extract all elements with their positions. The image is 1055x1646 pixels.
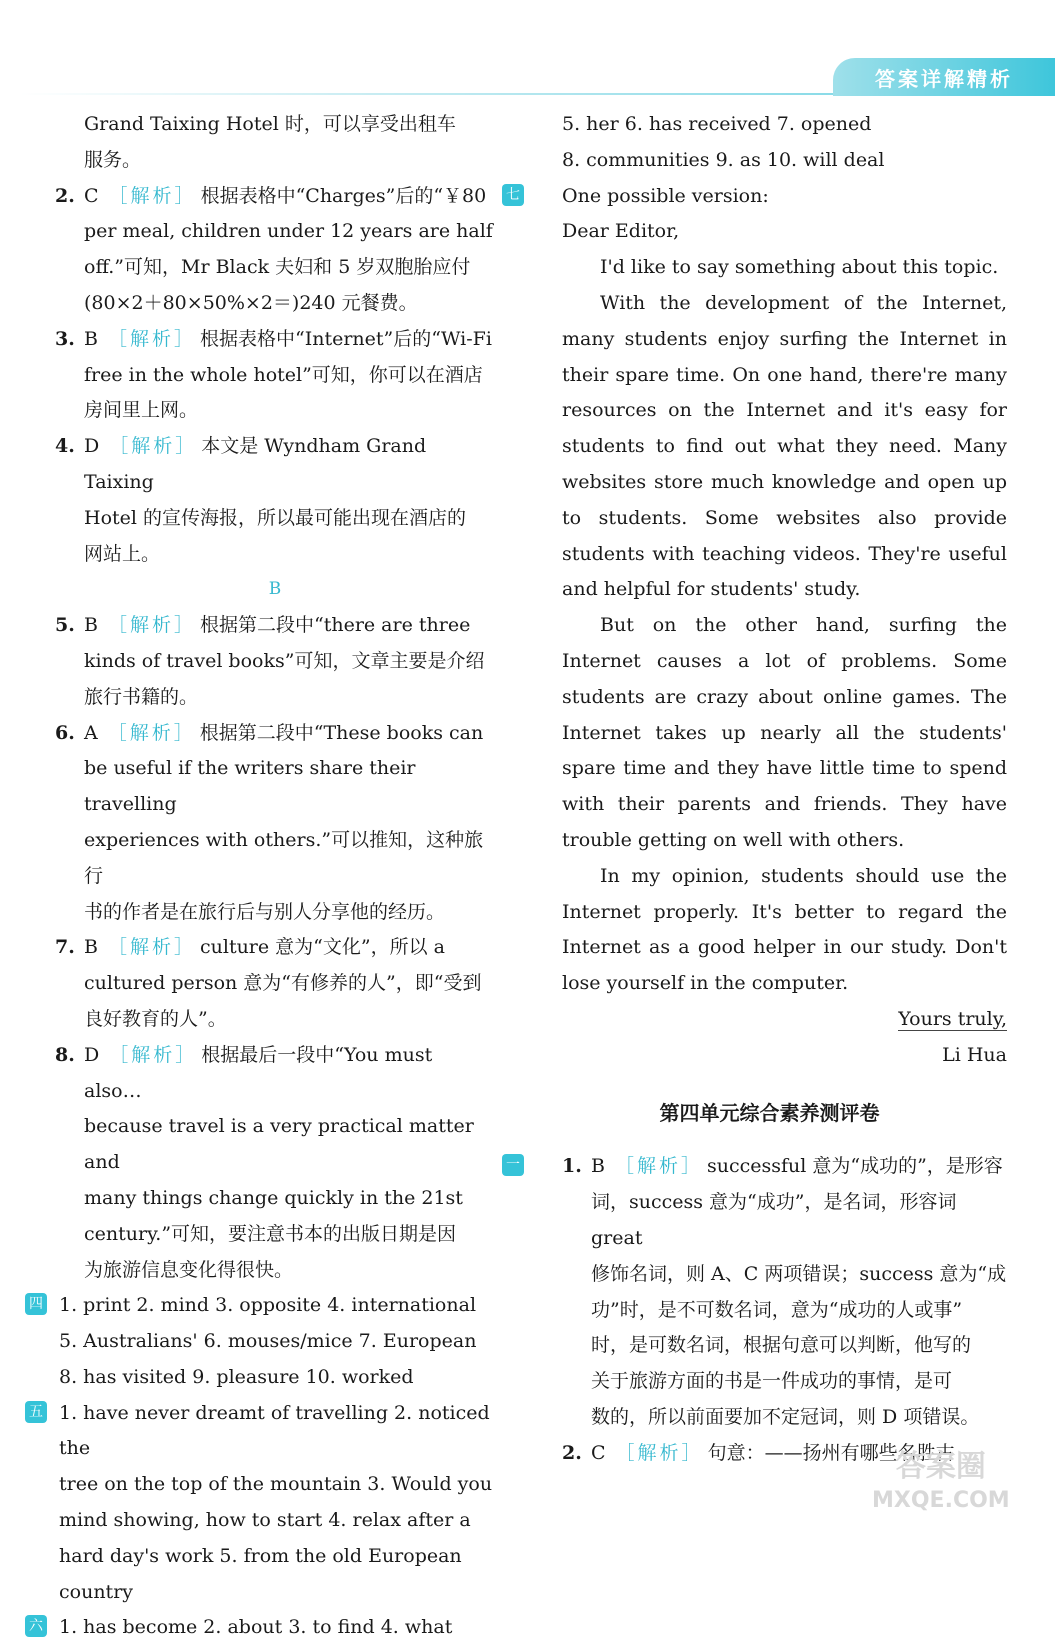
analysis-tag: ［解析］ (614, 1155, 703, 1178)
letter-signature: Li Hua (942, 1043, 1007, 1066)
text-line (84, 680, 495, 716)
intro-block (55, 107, 495, 179)
text-line: 8. has visited 9. pleasure 10. worked (59, 1365, 414, 1388)
unit-title: 第四单元综合素养测评卷 (659, 1100, 880, 1125)
text-line (591, 1364, 1007, 1400)
analysis-text: off.”可知，Mr Black 夫妇和 5 岁双胞胎应付 (84, 256, 471, 279)
text-line (84, 930, 495, 966)
text-line (84, 501, 495, 537)
analysis-text: 根据第二段中“These books can (199, 721, 484, 744)
answer-letter: B (84, 614, 98, 637)
text-line (84, 179, 495, 215)
analysis-text: 网站上。 (84, 542, 161, 565)
sample-intro: One possible version: (562, 184, 769, 207)
analysis-text: 功”时，是不可数名词，意为“成功的人或事” (591, 1298, 963, 1321)
item-number: 1. (562, 1155, 582, 1178)
answer-item (55, 716, 495, 931)
analysis-text: 根据最后一段中“You must also… (84, 1043, 433, 1102)
text-line: 5. her 6. has received 7. opened (562, 113, 872, 135)
text-line (84, 895, 495, 931)
header-title: 答案详解精析 (833, 58, 1055, 96)
analysis-tag: ［解析］ (107, 721, 196, 744)
analysis-text: because travel is a very practical matter and (84, 1115, 474, 1174)
answer-list-b (55, 608, 495, 1288)
analysis-text: 为旅游信息变化得很快。 (84, 1258, 294, 1281)
analysis-text: 根据表格中“Internet”后的“Wi-Fi (199, 327, 492, 350)
text-line: 服务。 (84, 148, 142, 171)
analysis-text: 数的，所以前面要加不定冠词，则 D 项错误。 (591, 1405, 980, 1428)
answer-letter: D (84, 435, 100, 458)
section-icon: 五 (25, 1401, 47, 1423)
analysis-text: be useful if the writers share their travelling (84, 757, 416, 816)
text-line (84, 716, 495, 752)
analysis-text: culture 意为“文化”，所以 a (199, 936, 445, 959)
text-line: 5. Australians' 6. mouses/mice 7. European (59, 1330, 477, 1353)
section-block (29, 1396, 495, 1611)
text-line (84, 1109, 495, 1181)
item-number: 2. (55, 184, 75, 207)
analysis-tag: ［解析］ (615, 1441, 704, 1464)
text-line (84, 393, 495, 429)
text-line: 1. print 2. mind 3. opposite 4. international (59, 1294, 477, 1317)
letter-salutation: Dear Editor, (562, 220, 680, 243)
section-icon: 四 (25, 1293, 47, 1315)
text-line (84, 214, 495, 250)
answer-letter: B (591, 1155, 605, 1178)
section-icon: 六 (25, 1615, 47, 1637)
unit-answer-list (562, 1149, 1007, 1471)
answer-letter: A (84, 721, 98, 744)
right-column (506, 107, 1007, 1471)
answer-item (55, 1038, 495, 1289)
text-line (84, 1181, 495, 1217)
answer-item (55, 322, 495, 429)
text-line: 8. communities 9. as 10. will deal (562, 148, 885, 171)
section-list (29, 1288, 495, 1646)
watermark: 答案圈 MXQE.COM (872, 1449, 1010, 1513)
text-line (84, 644, 495, 680)
analysis-tag: ［解析］ (109, 1043, 198, 1066)
answer-item (55, 179, 495, 322)
letter-body (562, 250, 1007, 1002)
text-line (591, 1328, 1007, 1364)
text-line (84, 1038, 495, 1110)
text-line (84, 608, 495, 644)
analysis-text: 修饰名词，则 A、C 两项错误；success 意为“成 (591, 1262, 1007, 1285)
continued-answers (532, 107, 1007, 179)
answer-item (55, 608, 495, 715)
text-line: 1. has become 2. about 3. to find 4. what (59, 1616, 453, 1639)
answer-letter: D (84, 1043, 100, 1066)
analysis-text: experiences with others.”可以推知，这种旅行 (84, 828, 484, 887)
left-column (29, 107, 495, 1646)
text-line (84, 322, 495, 358)
answer-letter: B (84, 327, 98, 350)
text-line (591, 1293, 1007, 1329)
text-line (84, 1253, 495, 1289)
item-number: 3. (55, 327, 75, 350)
analysis-text: 关于旅游方面的书是一件成功的事情，是可 (591, 1370, 953, 1393)
answer-item (55, 429, 495, 572)
answer-letter: C (84, 184, 99, 207)
text-line (84, 537, 495, 573)
section-7-icon: 七 (502, 184, 524, 206)
analysis-text: per meal, children under 12 years are half (84, 220, 493, 243)
item-number: 2. (562, 1441, 582, 1464)
letter-paragraph: In my opinion, students should use the Internet properly. It's better to regard the Internet as a good helper in our study. Don't lose yourself in the computer. (562, 864, 1007, 995)
text-line (591, 1257, 1007, 1293)
analysis-text: 房间里上网。 (84, 399, 199, 422)
text-line (84, 751, 495, 823)
answer-letter: C (591, 1441, 606, 1464)
item-number: 7. (55, 936, 75, 959)
answer-letter: B (84, 936, 98, 959)
section-1 (506, 1149, 1007, 1471)
analysis-text: 书的作者是在旅行后与别人分享他的经历。 (84, 900, 446, 923)
text-line (84, 1002, 495, 1038)
answer-item (55, 930, 495, 1037)
analysis-text: many things change quickly in the 21st (84, 1186, 463, 1209)
text-line (84, 250, 495, 286)
text-line (84, 823, 495, 895)
text-line: tree on the top of the mountain 3. Would you (59, 1473, 493, 1496)
text-line: Grand Taixing Hotel 时，可以享受出租车 (84, 113, 456, 135)
answer-item (562, 1149, 1007, 1435)
text-line (591, 1400, 1007, 1436)
analysis-tag: ［解析］ (109, 435, 198, 458)
analysis-text: century.”可知，要注意书本的出版日期是因 (84, 1222, 457, 1245)
analysis-text: 时，是可数名词，根据句意可以判断，他写的 (591, 1334, 972, 1357)
analysis-tag: ［解析］ (107, 327, 196, 350)
section-block (29, 1610, 495, 1646)
analysis-text: (80×2＋80×50%×2＝)240 元餐费。 (84, 291, 418, 314)
text-line (84, 286, 495, 322)
text-line (84, 358, 495, 394)
analysis-text: cultured person 意为“有修养的人”，即“受到 (84, 972, 482, 995)
analysis-text: Hotel 的宣传海报，所以最可能出现在酒店的 (84, 506, 467, 529)
analysis-text: 旅行书籍的。 (84, 685, 199, 708)
section-block (29, 1288, 495, 1395)
analysis-text: free in the whole hotel”可知，你可以在酒店 (84, 363, 483, 386)
letter-closing: Yours truly, (898, 1007, 1007, 1030)
text-line (84, 429, 495, 501)
text-line: 1. have never dreamt of travelling 2. noticed the (59, 1401, 490, 1460)
analysis-text: kinds of travel books”可知，文章主要是介绍 (84, 649, 485, 672)
text-line (84, 1217, 495, 1253)
section-1-icon: 一 (502, 1154, 524, 1176)
text-line: country (59, 1580, 134, 1603)
letter-paragraph: With the development of the Internet, many students enjoy surfing the Internet in their spare time. On one hand, there're many resources on the Internet and it's easy for students to find out what they need. Many websites store much knowledge and open up to students. Some websites also provide students with teaching videos. They're useful and helpful for students' study. (562, 291, 1007, 601)
analysis-text: 词，success 意为“成功”，是名词，形容词 great (591, 1191, 957, 1249)
item-number: 8. (55, 1043, 75, 1066)
letter-paragraph: I'd like to say something about this topic. (600, 256, 999, 279)
text-line (591, 1185, 1007, 1257)
analysis-text: 句意：——扬州有哪些名胜古 (707, 1441, 955, 1464)
analysis-tag: ［解析］ (107, 936, 196, 959)
item-number: 4. (55, 435, 75, 458)
text-line (84, 966, 495, 1002)
analysis-tag: ［解析］ (107, 614, 196, 637)
analysis-text: 根据第二段中“there are three (199, 614, 471, 637)
text-line: mind showing, how to start 4. relax after a (59, 1509, 471, 1532)
text-line: hard day's work 5. from the old European (59, 1544, 462, 1567)
section-b-label: B (268, 579, 282, 600)
item-number: 6. (55, 721, 75, 744)
analysis-text: 根据表格中“Charges”后的“￥80 (200, 184, 487, 207)
text-line (591, 1149, 1007, 1185)
analysis-text: successful 意为“成功的”，是形容 (706, 1155, 1003, 1178)
analysis-text: 良好教育的人”。 (84, 1007, 227, 1030)
answer-list-a (55, 179, 495, 573)
letter-paragraph: But on the other hand, surfing the Internet causes a lot of problems. Some students are crazy about online games. The Internet takes up nearly all the students' spare time and they have little time to spend with their parents and friends. They have trouble getting on well with others. (562, 614, 1007, 851)
section-7 (506, 179, 1007, 1074)
analysis-tag: ［解析］ (108, 184, 197, 207)
item-number: 5. (55, 614, 75, 637)
analysis-text: 本文是 Wyndham Grand Taixing (84, 435, 427, 493)
